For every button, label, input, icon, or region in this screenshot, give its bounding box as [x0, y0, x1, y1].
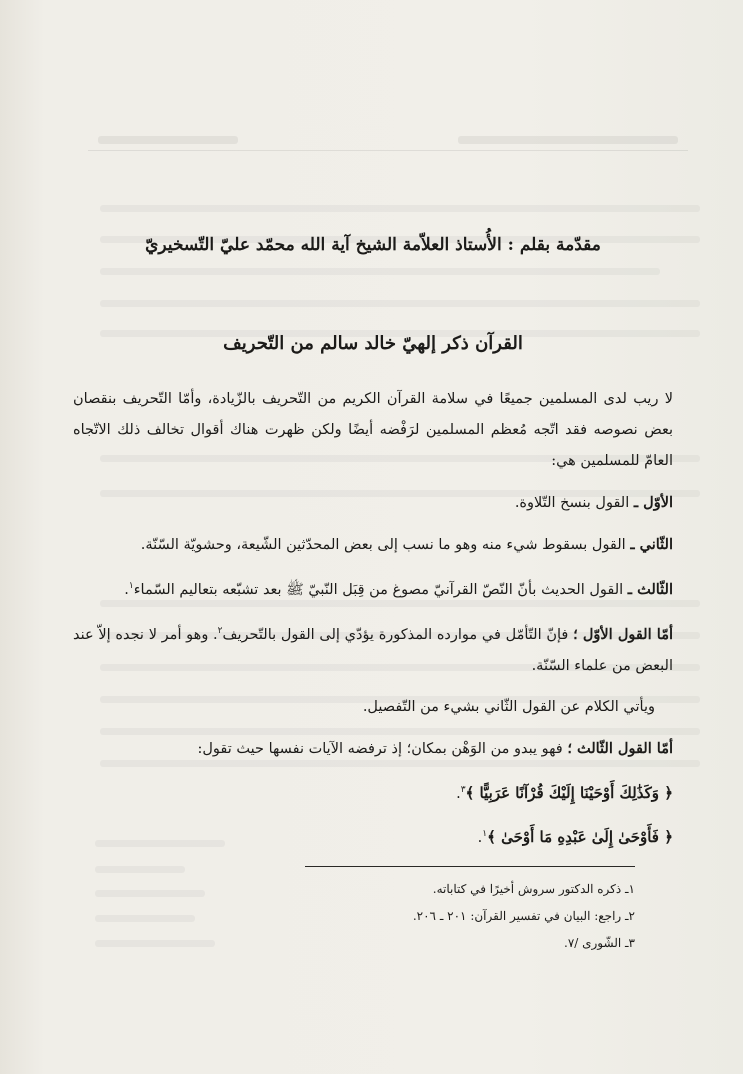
quran-verse: ﴿ وَكَذَٰلِكَ أَوْحَيْنَا إِلَيْكَ قُرْآنًا عَرَبِيًّا ﴾$^٣$.	[456, 783, 673, 802]
paragraph-third-view: الثّالث ـ القول الحديث بأنّ النّصّ القرآنيّ مصوغ من قِبَل النّبيّ ﷺ بعد تشبّعه بتعاليم السّماء$^١$.	[124, 580, 673, 598]
footnotes	[205, 876, 635, 957]
footnote-ref: ٢	[217, 625, 223, 636]
bleed-through-header	[88, 128, 688, 151]
paragraph-first-response	[73, 616, 673, 682]
footnote-ref: ١	[128, 581, 134, 591]
main-text	[73, 232, 673, 864]
bleed-through-line	[95, 940, 215, 947]
paragraph-tail: . وهو أمر لا نجده إلاّ عند البعض من علماء السّنّة.	[73, 626, 673, 674]
paragraph-text: فإنّ التّأمّل في موارده المذكورة يؤدّي إلى القول بالتّحريف	[222, 626, 569, 643]
paragraph-text: ويأتي الكلام عن القول الثّاني بشيء من التّفصيل.	[362, 698, 655, 715]
paragraph-lead: الثّاني ـ	[630, 536, 673, 553]
footnote: ٣ـ الشّورى /٧.	[563, 936, 635, 950]
paragraph-first-view	[73, 487, 673, 519]
bleed-through-line	[95, 890, 205, 897]
bleed-through-line	[95, 866, 185, 873]
paragraph-lead: أمّا القول الثّالث ؛	[567, 739, 673, 757]
paragraph-second-response	[73, 692, 673, 723]
paragraph-text: القول الحديث بأنّ النّصّ القرآنيّ مصوغ من قِبَل النّبيّ ﷺ بعد تشبّعه بتعاليم السّماء	[133, 581, 624, 598]
paragraph-lead: الأوّل ـ	[633, 494, 673, 511]
paragraph-text: لا ريب لدى المسلمين جميعًا في سلامة القرآن الكريم من التّحريف بالزّيادة، وأمّا التّحريف بنقصان بعض نصوصه فقد اتّجه مُعظم المسلمين لرَفْضه أيضًا ولكن ظهرت هناك أقوال تخالف ذلك الاتّجاه العامّ للمسلمين هي:	[73, 391, 673, 469]
footnote: ١ـ ذكره الدكتور سروش أخيرًا في كتاباته.	[432, 882, 635, 896]
footnote-ref: ١	[482, 829, 488, 840]
paragraph-second-view	[73, 529, 673, 561]
paragraph-third-response	[73, 733, 673, 765]
paragraph-lead: الثّالث ـ	[627, 580, 673, 598]
section-title: القرآن ذكر إلهيّ خالد سالم من التّحريف	[223, 333, 523, 354]
paragraph-text: القول بسقوط شيء منه وهو ما نسب إلى بعض المحدّثين الشّيعة، وحشويّة السّنّة.	[140, 537, 626, 553]
intro-heading: مقدّمة بقلم : الأُستاذ العلاّمة الشيخ آية الله محمّد عليّ التّسخيريّ	[145, 235, 601, 255]
verse-text: ﴿ وَكَذَٰلِكَ أَوْحَيْنَا إِلَيْكَ قُرْآنًا عَرَبِيًّا ﴾	[465, 783, 673, 802]
paragraph-intro	[73, 384, 673, 477]
paragraph-text: فهو يبدو من الوَهْن بمكان؛ إذ ترفضه الآيات نفسها حيث تقول:	[197, 740, 563, 757]
quran-verse: ﴿ فَأَوْحَىٰ إِلَىٰ عَبْدِهِ مَا أَوْحَىٰ ﴾$^١$.	[477, 828, 673, 847]
footnote-ref: ٣	[460, 784, 466, 795]
bleed-through-line	[95, 915, 195, 922]
bleed-through-line	[100, 205, 700, 212]
paragraph-text: القول بنسخ التّلاوة.	[514, 495, 630, 511]
verse-text: ﴿ فَأَوْحَىٰ إِلَىٰ عَبْدِهِ مَا أَوْحَىٰ ﴾	[487, 828, 673, 847]
footnote-divider	[305, 866, 635, 867]
paragraph-lead: أمّا القول الأوّل ؛	[573, 625, 673, 643]
footnote: ٢ـ راجع: البيان في تفسير القرآن: ٢٠١ ـ ٢٠٦.	[412, 909, 635, 923]
